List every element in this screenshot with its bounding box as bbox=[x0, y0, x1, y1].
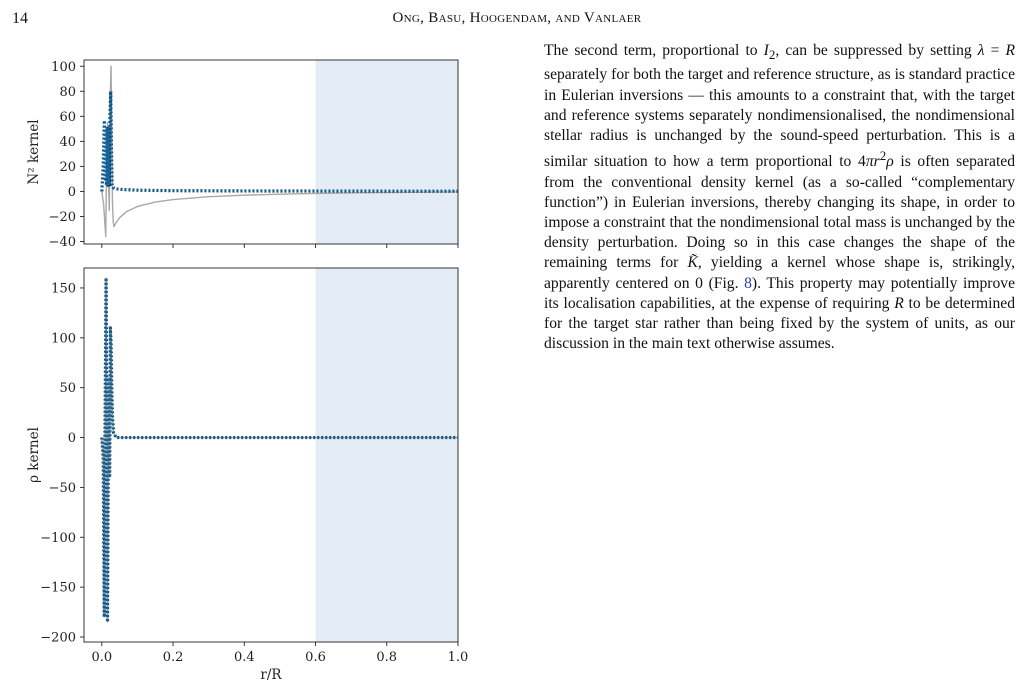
y-tick-label: 20 bbox=[59, 159, 76, 175]
y-tick-label: −40 bbox=[48, 234, 76, 250]
y-tick-label: 0 bbox=[67, 431, 76, 447]
body-paragraph: The second term, proportional to $I_2$, can be suppressed by setting λ = R separately for both the target and reference structure, as is standard practice in Eulerian inversions — this amounts to a constraint that, with the target and reference systems separately nondimensionalised, the nondimensional stellar radius is unchanged by the sound-speed perturbation. This is a similar situation to how a term proportional to $4\pi r^2\rho$ is often separated from the conventional density kernel (as a so-called “complementary function”) in Eulerian inversions, thereby changing its shape, in order to impose a constraint that the nondimensional total mass is unchanged by the density perturbation. Doing so in this case changes the shape of the remaining terms for K̃, yielding a kernel whose shape is, strikingly, apparently centered on 0 (Fig. 8). This property may potentially improve its localisation capabilities, at the expense of requiring R to be determined for the target star rather than being fixed by the system of units, as our discussion in the main text otherwise assumes. bbox=[544, 42, 1016, 353]
shaded-region bbox=[316, 268, 458, 642]
y-tick-label: 40 bbox=[59, 134, 76, 150]
y-tick-label: −20 bbox=[48, 209, 76, 225]
x-tick-label: 0.4 bbox=[233, 650, 255, 665]
y-tick-label: 60 bbox=[59, 109, 76, 125]
x-axis-label: r/R bbox=[260, 667, 282, 683]
x-tick-label: 1.0 bbox=[447, 650, 469, 665]
y-tick-label: 100 bbox=[51, 59, 76, 75]
y-axis-label: N² kernel bbox=[26, 119, 42, 185]
y-tick-label: 150 bbox=[51, 281, 76, 297]
y-tick-label: 50 bbox=[59, 381, 76, 397]
y-tick-label: −150 bbox=[40, 580, 76, 596]
running-head: Ong, Basu, Hoogendam, and Vanlaer bbox=[392, 10, 642, 26]
x-tick-label: 0.2 bbox=[162, 650, 184, 665]
y-axis-label: ρ kernel bbox=[26, 427, 42, 483]
x-tick-label: 0.8 bbox=[376, 650, 398, 665]
shaded-region bbox=[316, 60, 458, 244]
y-tick-label: −200 bbox=[40, 630, 76, 646]
y-tick-label: 0 bbox=[67, 184, 76, 200]
rho-kernel-panel bbox=[26, 268, 468, 683]
kernel-figure bbox=[0, 40, 480, 694]
y-tick-label: 100 bbox=[51, 331, 76, 347]
y-tick-label: 80 bbox=[59, 84, 76, 100]
n2-kernel-panel bbox=[26, 60, 458, 250]
y-tick-label: −100 bbox=[40, 530, 76, 546]
page-number: 14 bbox=[12, 10, 28, 27]
body-text bbox=[544, 41, 1015, 354]
y-tick-label: −50 bbox=[48, 480, 76, 496]
x-tick-label: 0.0 bbox=[91, 650, 113, 665]
x-tick-label: 0.6 bbox=[305, 650, 326, 665]
